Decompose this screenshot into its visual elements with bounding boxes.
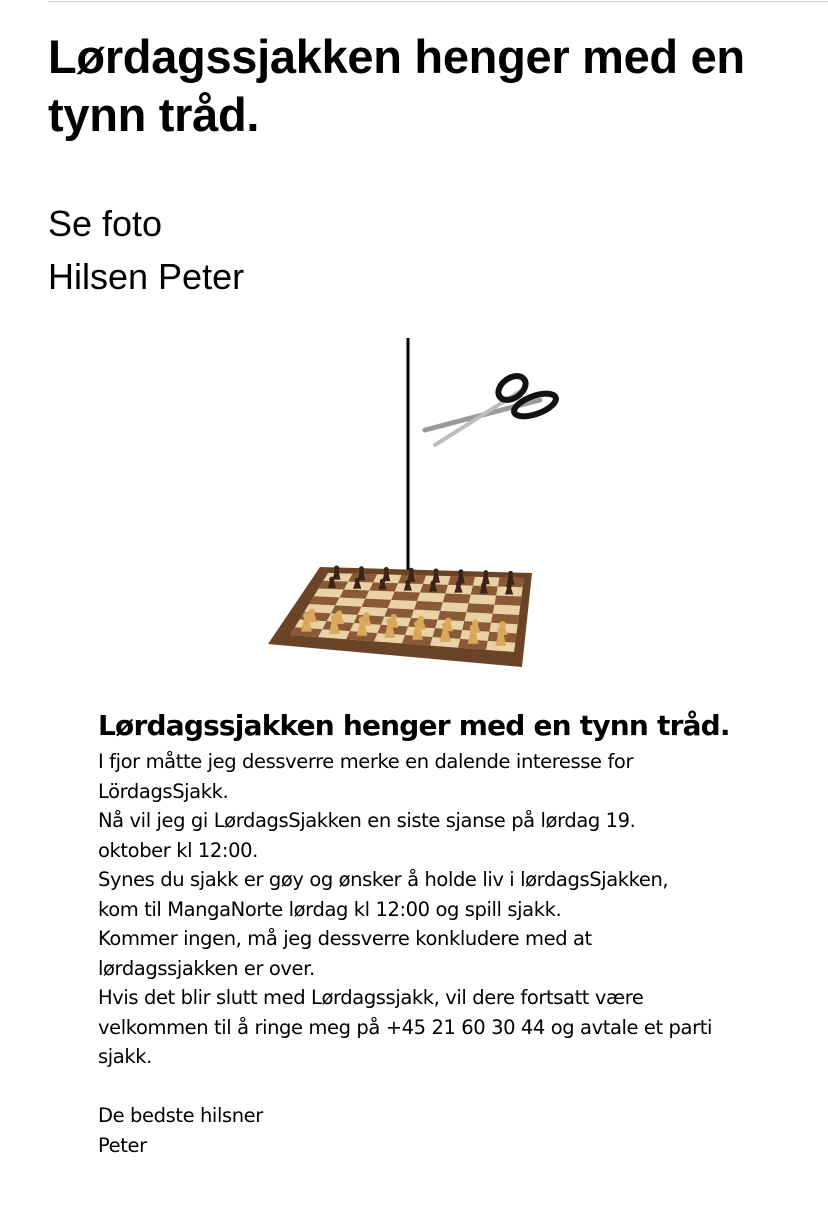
flyer-body xyxy=(98,747,798,1160)
flyer-closing: De bedste hilsner xyxy=(98,1104,263,1127)
flyer-line: LördagsSjakk. xyxy=(98,779,229,803)
board-square xyxy=(467,603,495,613)
top-divider xyxy=(48,1,828,2)
board-square xyxy=(443,594,471,604)
flyer-line: lørdagssjakken er over. xyxy=(98,956,315,980)
spacer xyxy=(98,1072,798,1102)
board-square xyxy=(384,608,414,618)
scissors-icon xyxy=(425,371,559,445)
board-square xyxy=(391,592,420,602)
chessboard-icon xyxy=(268,565,532,667)
flyer-line: Synes du sjakk er gøy og ønsker å holde liv i lørdagsSjakken, xyxy=(98,868,669,891)
intro-line-greeting: Hilsen Peter xyxy=(48,256,245,297)
flyer-line: Nå vil jeg gi LørdagsSjakken en siste sjanse på lørdag 19. xyxy=(98,809,636,832)
board-square xyxy=(494,596,521,606)
board-square xyxy=(331,605,362,615)
board-square xyxy=(438,611,467,621)
flyer-line: sjakk. xyxy=(98,1045,152,1068)
flyer-signature: Peter xyxy=(98,1133,147,1157)
post-title: Lørdagssjakken henger med en tynn tråd. xyxy=(48,30,745,141)
board-square xyxy=(340,590,370,599)
board-square xyxy=(309,596,340,605)
flyer-line: I fjor måtte jeg dessverre merke en dalende interesse for xyxy=(98,750,634,773)
intro-line-see-photo: Se foto xyxy=(48,203,163,244)
flyer-line: Hvis det blir slutt med Lørdagssjakk, vil dere fortsatt være xyxy=(98,986,644,1009)
flyer-line: kom til MangaNorte lørdag kl 12:00 og spill sjakk. xyxy=(98,897,562,921)
flyer-line: velkommen til å ringe meg på +45 21 60 30 44 og avtale et parti xyxy=(98,1015,712,1039)
flyer-line: Kommer ingen, må jeg dessverre konkludere med at xyxy=(98,927,592,950)
board-square xyxy=(414,601,443,611)
flyer-title: Lørdagssjakken henger med en tynn tråd. xyxy=(98,709,730,742)
chess-photo[interactable] xyxy=(260,330,560,675)
flyer-line: oktober kl 12:00. xyxy=(98,838,258,862)
board-square xyxy=(362,599,392,609)
post-intro xyxy=(48,197,244,303)
